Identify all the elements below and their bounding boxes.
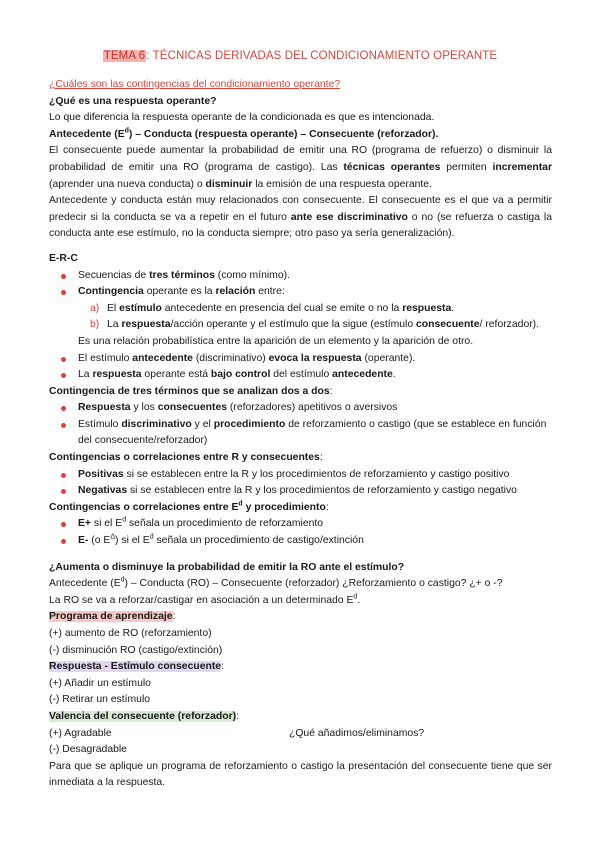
bullet-list	[49, 351, 552, 384]
document-body	[49, 77, 552, 792]
bullet-list	[49, 467, 552, 500]
bullet-list	[49, 516, 552, 549]
list-line: (-) Desagradable	[49, 744, 127, 756]
list-item: E- (o $E^\Delta$) si el $E^d$ señala un procedimiento de castigo/extinción	[78, 533, 552, 550]
page-title	[0, 50, 600, 62]
section-heading: Contingencias o correlaciones entre $E^d$ y procedimiento:	[49, 500, 329, 513]
response-heading: Respuesta - Estímulo consecuente:	[49, 661, 224, 673]
list-item: Estímulo discriminativo y el procedimiento de reforzamiento o castigo (que se establece en función del consecuente/reforzador)	[78, 417, 552, 450]
list-item: La respuesta operante está bajo control del estímulo antecedente.	[78, 367, 552, 384]
bullet-list	[49, 400, 552, 450]
sequence-line: Antecedente $(E^d)$ – Conducta (respuesta operante) – Consecuente (reforzador).	[49, 127, 439, 140]
valence-heading: Valencia del consecuente (reforzador):	[49, 710, 239, 722]
question-heading: ¿Aumenta o disminuye la probabilidad de emitir la RO ante el estímulo?	[49, 561, 405, 573]
program-heading: Programa de aprendizaje:	[49, 611, 176, 623]
list-line: (+) Añadir un estímulo	[49, 677, 151, 689]
paragraph: La RO se va a reforzar/castigar en asociación a un determinado $E^d$.	[49, 593, 361, 606]
paragraph: El consecuente puede aumentar la probabilidad de emitir una RO (programa de refuerzo) o disminuir la probabilidad de emitir una RO (programa de castigo). Las técnicas operantes permiten incrementar (aprender una nueva conducta) o disminuir la emisión de una respuesta operante.	[49, 145, 552, 190]
list-item: Secuencias de tres términos (como mínimo).	[78, 268, 552, 285]
sub-list-item: a) El estímulo antecedente en presencia del cual se emite o no la respuesta.	[90, 302, 455, 314]
question-heading: ¿Qué es una respuesta operante?	[49, 95, 217, 107]
sub-list	[49, 301, 552, 334]
note-text: Es una relación probabilística entre la aparición de un elemento y la aparición de otro.	[78, 335, 474, 347]
sub-list-item: b) La respuesta/acción operante y el estímulo que la sigue (estímulo consecuente/ reforzador).	[90, 319, 540, 331]
list-line: (-) disminución RO (castigo/extinción)	[49, 644, 223, 656]
list-item: Contingencia operante es la relación entre:	[78, 284, 552, 301]
list-item: E+ si el $E^d$ señala un procedimiento de reforzamiento	[78, 516, 552, 533]
section-heading: Contingencias o correlaciones entre R y consecuentes:	[49, 452, 323, 464]
paragraph: Antecedente y conducta están muy relacionados con consecuente. El consecuente es el que va a permitir predecir si la conducta se va a repetir en el futuro ante ese discriminativo o no (se refuerza o castiga la conducta ante ese estímulo, no la conducta siempre; otro paso ya sería generalización).	[49, 195, 553, 240]
paragraph: Para que se aplique un programa de reforzamiento o castigo la presentación del consecuente tiene que ser inmediata a la respuesta.	[49, 760, 552, 789]
list-item: Positivas si se establecen entre la R y los procedimientos de reforzamiento y castigo positivo	[78, 467, 552, 484]
section-heading: Contingencia de tres términos que se analizan dos a dos:	[49, 385, 333, 397]
bullet-list	[49, 268, 552, 301]
topic-tag: TEMA 6	[103, 50, 146, 62]
list-line: (+) aumento de RO (reforzamiento)	[49, 628, 212, 639]
valence-question: ¿Qué añadimos/eliminamos?	[289, 727, 425, 739]
valence-row	[49, 726, 552, 743]
section-link-heading[interactable]: ¿Cuáles son las contingencias del condicionamiento operante?	[49, 79, 341, 90]
sequence-line: Antecedente $(E^d)$ – Conducta (RO) – Consecuente (reforzador) ¿Reforzamiento o castigo? ¿+ o -?	[49, 576, 503, 590]
list-item: El estímulo antecedente (discriminativo) evoca la respuesta (operante).	[78, 351, 552, 368]
section-heading: E-R-C	[49, 252, 78, 264]
list-item: Negativas si se establecen entre la R y los procedimientos de reforzamiento y castigo negativo	[78, 483, 552, 500]
title-text: : TÉCNICAS DERIVADAS DEL CONDICIONAMIENTO OPERANTE	[146, 50, 498, 62]
list-item: Respuesta y los consecuentes (reforzadores) apetitivos o aversivos	[78, 400, 552, 417]
list-line: (+) Agradable	[49, 727, 112, 739]
list-line: (-) Retirar un estímulo	[49, 694, 151, 706]
paragraph: Lo que diferencia la respuesta operante de la condicionada es que es intencionada.	[49, 112, 435, 124]
